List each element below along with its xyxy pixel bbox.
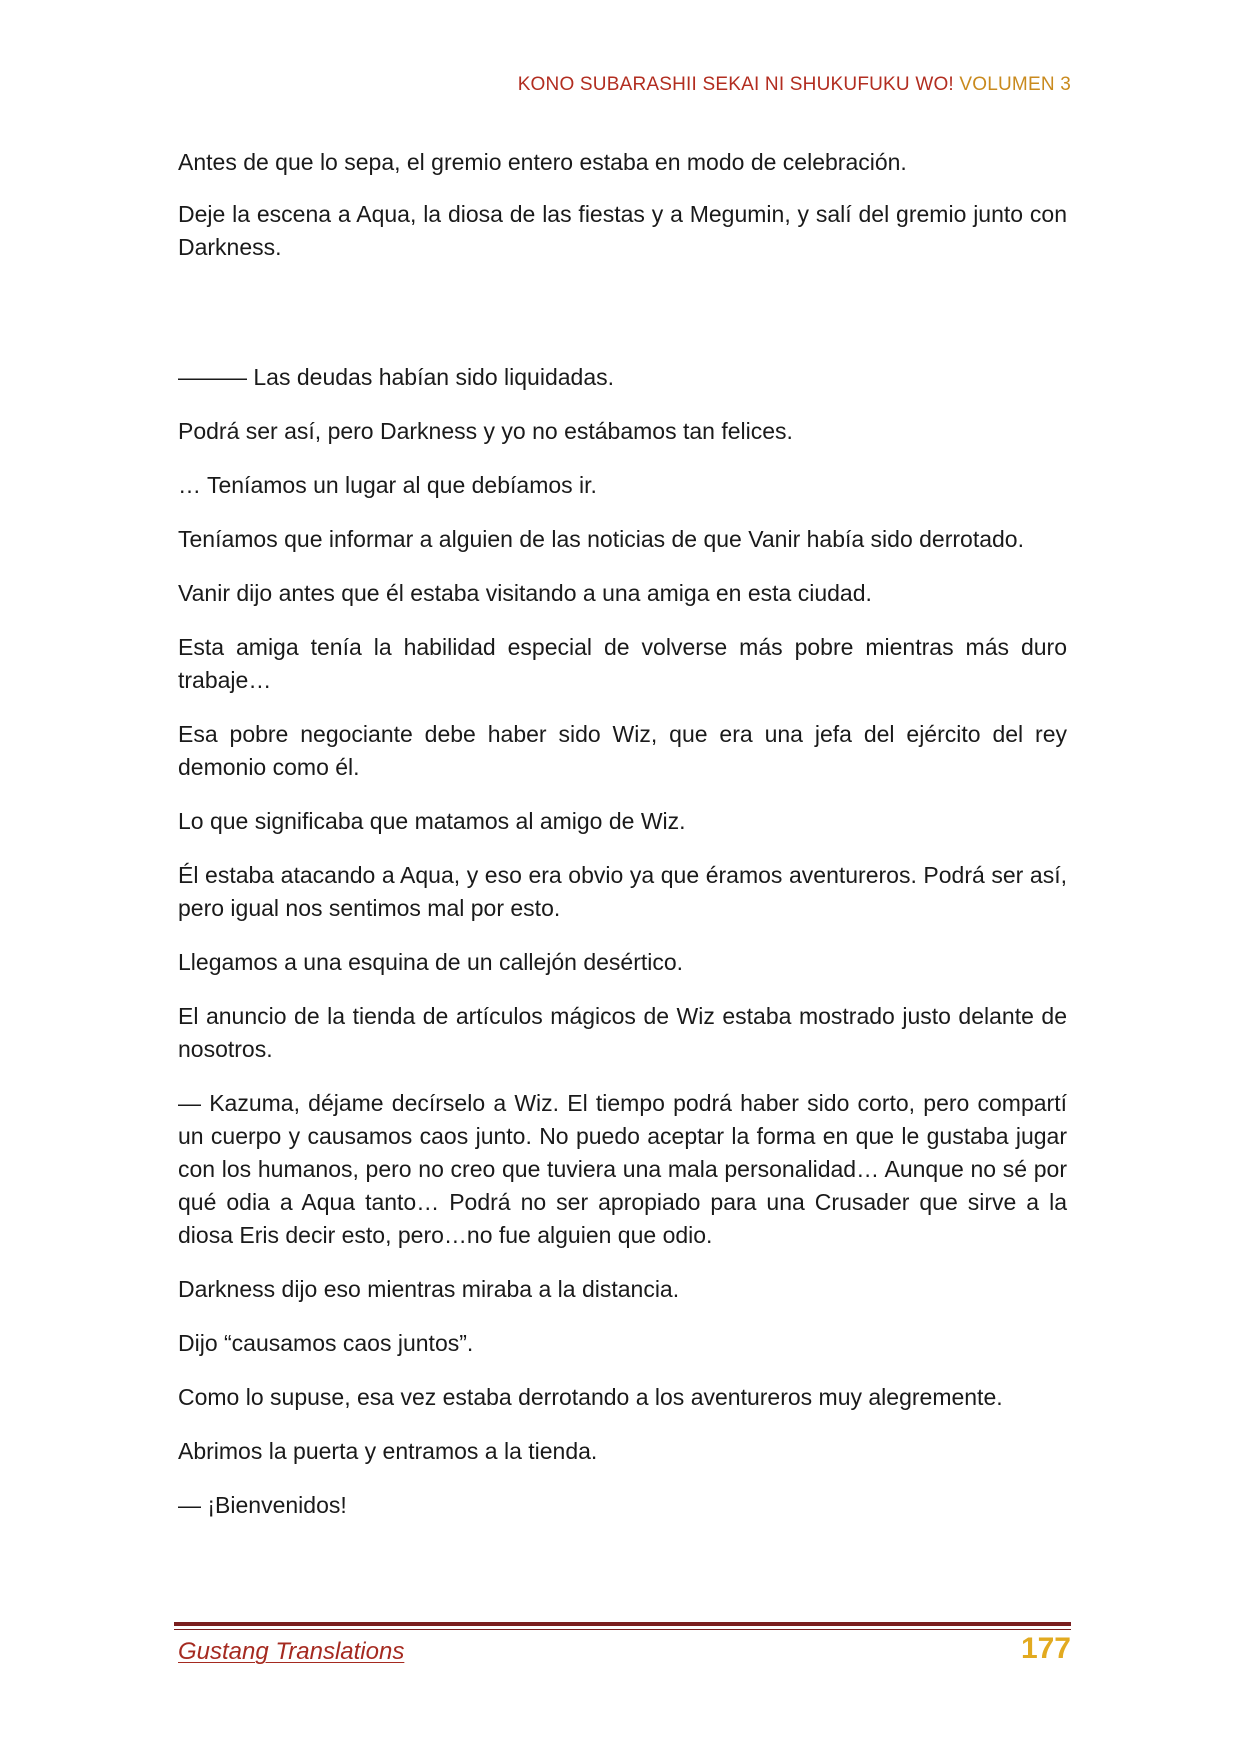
paragraph: Él estaba atacando a Aqua, y eso era obvio ya que éramos aventureros. Podrá ser así, pero igual nos sentimos mal por esto. [178,862,1067,921]
header-series-title: KONO SUBARASHII SEKAI NI SHUKUFUKU WO! [517,74,960,95]
paragraph: Lo que significaba que matamos al amigo de Wiz. [178,808,686,834]
paragraph: — ¡Bienvenidos! [178,1492,347,1518]
paragraph: Podrá ser así, pero Darkness y yo no estábamos tan felices. [178,418,793,444]
paragraph: El anuncio de la tienda de artículos mágicos de Wiz estaba mostrado justo delante de nosotros. [178,1003,1067,1062]
footer-divider [174,1622,1071,1626]
paragraph: ——— Las deudas habían sido liquidadas. [178,364,615,390]
section-break [178,285,1067,361]
page-number: 177 [1020,1632,1071,1665]
paragraph: Antes de que lo sepa, el gremio entero estaba en modo de celebración. [178,149,907,175]
paragraph: Teníamos que informar a alguien de las noticias de que Vanir había sido derrotado. [178,526,1024,552]
paragraph: Esta amiga tenía la habilidad especial de volverse más pobre mientras más duro trabaje… [178,634,1067,693]
paragraph: Dijo “causamos caos juntos”. [178,1330,474,1356]
paragraph: Como lo supuse, esa vez estaba derrotando a los aventureros muy alegremente. [178,1384,1003,1410]
page-header [518,74,1071,96]
paragraph: Abrimos la puerta y entramos a la tienda. [178,1438,598,1464]
footer-divider-thin [174,1629,1071,1630]
paragraph: Vanir dijo antes que él estaba visitando a una amiga en esta ciudad. [178,580,872,606]
paragraph: — Kazuma, déjame decírselo a Wiz. El tiempo podrá haber sido corto, pero compartí un cuerpo y causamos caos junto. No puedo aceptar la forma en que le gustaba jugar con los humanos, pero no creo que tuviera una mala personalidad… Aunque no sé por qué odia a Aqua tanto… Podrá no ser apropiado para una Crusader que sirve a la diosa Eris decir esto, pero…no fue alguien que odio. [178,1090,1067,1248]
paragraph: Llegamos a una esquina de un callejón desértico. [178,949,684,975]
paragraph: Esa pobre negociante debe haber sido Wiz, que era una jefa del ejército del rey demonio como él. [178,721,1067,780]
translator-credit: Gustang Translations [178,1638,405,1665]
body-text [178,146,1067,1543]
paragraph: Deje la escena a Aqua, la diosa de las fiestas y a Megumin, y salí del gremio junto con Darkness. [178,201,1067,260]
header-volume: VOLUMEN 3 [959,74,1071,95]
paragraph: Darkness dijo eso mientras miraba a la distancia. [178,1276,680,1302]
paragraph: … Teníamos un lugar al que debíamos ir. [178,472,597,498]
